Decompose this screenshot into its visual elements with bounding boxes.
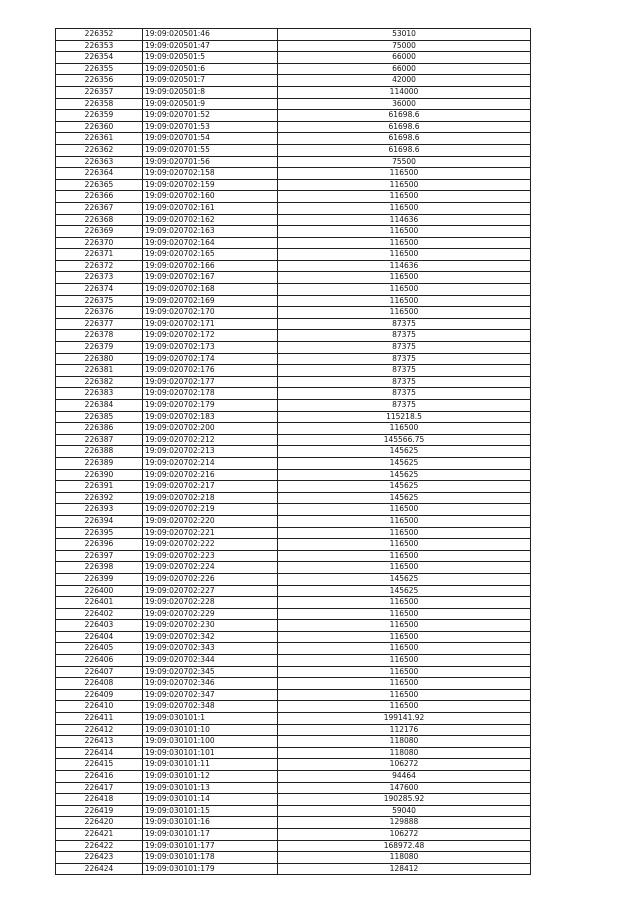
cadastral-number-cell: 19:09:020702:347: [143, 689, 278, 701]
row-id-cell: 226369: [56, 226, 143, 238]
table-row: [56, 527, 531, 539]
table-row: [56, 295, 531, 307]
cadastral-number-cell: 19:09:020702:226: [143, 573, 278, 585]
cadastral-number-cell: 19:09:020702:171: [143, 318, 278, 330]
row-id-cell: 226399: [56, 573, 143, 585]
value-cell: 87375: [278, 400, 531, 412]
row-id-cell: 226390: [56, 469, 143, 481]
row-id-cell: 226360: [56, 121, 143, 133]
row-id-cell: 226418: [56, 794, 143, 806]
table-row: [56, 852, 531, 864]
cadastral-number-cell: 19:09:020702:220: [143, 515, 278, 527]
table-row: [56, 863, 531, 875]
cadastral-number-cell: 19:09:020501:8: [143, 86, 278, 98]
cadastral-number-cell: 19:09:020702:218: [143, 492, 278, 504]
value-cell: 106272: [278, 759, 531, 771]
value-cell: 118080: [278, 736, 531, 748]
cadastral-number-cell: 19:09:020702:170: [143, 307, 278, 319]
table-row: [56, 179, 531, 191]
table-row: [56, 342, 531, 354]
value-cell: 116500: [278, 168, 531, 180]
table-row: [56, 156, 531, 168]
table-row: [56, 481, 531, 493]
cadastral-number-cell: 19:09:020501:6: [143, 63, 278, 75]
cadastral-number-cell: 19:09:020702:217: [143, 481, 278, 493]
table-row: [56, 724, 531, 736]
table-row: [56, 98, 531, 110]
cadastral-number-cell: 19:09:030101:11: [143, 759, 278, 771]
value-cell: 53010: [278, 29, 531, 41]
value-cell: 116500: [278, 272, 531, 284]
table-row: [56, 226, 531, 238]
value-cell: 87375: [278, 376, 531, 388]
value-cell: 116500: [278, 179, 531, 191]
table-row: [56, 63, 531, 75]
cadastral-number-cell: 19:09:020702:230: [143, 620, 278, 632]
table-row: [56, 376, 531, 388]
table-row: [56, 86, 531, 98]
table-row: [56, 573, 531, 585]
value-cell: 75000: [278, 40, 531, 52]
value-cell: 61698.6: [278, 144, 531, 156]
value-cell: 145625: [278, 469, 531, 481]
cadastral-number-cell: 19:09:020501:47: [143, 40, 278, 52]
table-row: [56, 202, 531, 214]
cadastral-number-cell: 19:09:020702:167: [143, 272, 278, 284]
value-cell: 66000: [278, 52, 531, 64]
row-id-cell: 226355: [56, 63, 143, 75]
value-cell: 145625: [278, 492, 531, 504]
cadastral-number-cell: 19:09:020702:216: [143, 469, 278, 481]
table-row: [56, 29, 531, 41]
value-cell: 87375: [278, 365, 531, 377]
table-row: [56, 469, 531, 481]
value-cell: 116500: [278, 504, 531, 516]
table-row: [56, 191, 531, 203]
table-row: [56, 840, 531, 852]
row-id-cell: 226358: [56, 98, 143, 110]
row-id-cell: 226386: [56, 423, 143, 435]
cadastral-number-cell: 19:09:030101:179: [143, 863, 278, 875]
table-row: [56, 388, 531, 400]
row-id-cell: 226395: [56, 527, 143, 539]
table-row: [56, 52, 531, 64]
cadastral-number-cell: 19:09:030101:15: [143, 805, 278, 817]
table-row: [56, 794, 531, 806]
table-row: [56, 318, 531, 330]
row-id-cell: 226378: [56, 330, 143, 342]
cadastral-number-cell: 19:09:020701:52: [143, 110, 278, 122]
table-row: [56, 539, 531, 551]
row-id-cell: 226416: [56, 771, 143, 783]
table-body: [56, 29, 531, 875]
row-id-cell: 226417: [56, 782, 143, 794]
cadastral-number-cell: 19:09:020702:343: [143, 643, 278, 655]
cadastral-number-cell: 19:09:020702:176: [143, 365, 278, 377]
table-row: [56, 655, 531, 667]
row-id-cell: 226381: [56, 365, 143, 377]
cadastral-number-cell: 19:09:020702:165: [143, 249, 278, 261]
row-id-cell: 226363: [56, 156, 143, 168]
cadastral-number-cell: 19:09:020702:158: [143, 168, 278, 180]
value-cell: 116500: [278, 631, 531, 643]
value-cell: 36000: [278, 98, 531, 110]
value-cell: 87375: [278, 342, 531, 354]
row-id-cell: 226401: [56, 597, 143, 609]
row-id-cell: 226413: [56, 736, 143, 748]
value-cell: 145625: [278, 446, 531, 458]
table-row: [56, 423, 531, 435]
row-id-cell: 226376: [56, 307, 143, 319]
value-cell: 66000: [278, 63, 531, 75]
row-id-cell: 226365: [56, 179, 143, 191]
value-cell: 118080: [278, 852, 531, 864]
table-row: [56, 782, 531, 794]
cadastral-number-cell: 19:09:020702:179: [143, 400, 278, 412]
row-id-cell: 226364: [56, 168, 143, 180]
value-cell: 61698.6: [278, 110, 531, 122]
table-row: [56, 133, 531, 145]
row-id-cell: 226407: [56, 666, 143, 678]
table-row: [56, 585, 531, 597]
cadastral-number-cell: 19:09:020702:227: [143, 585, 278, 597]
cadastral-number-cell: 19:09:020702:163: [143, 226, 278, 238]
row-id-cell: 226388: [56, 446, 143, 458]
row-id-cell: 226382: [56, 376, 143, 388]
row-id-cell: 226424: [56, 863, 143, 875]
table-row: [56, 620, 531, 632]
cadastral-number-cell: 19:09:020702:229: [143, 608, 278, 620]
table-row: [56, 353, 531, 365]
value-cell: 116500: [278, 202, 531, 214]
row-id-cell: 226410: [56, 701, 143, 713]
cadastral-number-cell: 19:09:030101:12: [143, 771, 278, 783]
cadastral-number-cell: 19:09:030101:100: [143, 736, 278, 748]
row-id-cell: 226373: [56, 272, 143, 284]
cadastral-number-cell: 19:09:020702:166: [143, 260, 278, 272]
value-cell: 116500: [278, 226, 531, 238]
cadastral-value-table: [55, 28, 531, 875]
row-id-cell: 226387: [56, 434, 143, 446]
row-id-cell: 226396: [56, 539, 143, 551]
table-row: [56, 214, 531, 226]
row-id-cell: 226379: [56, 342, 143, 354]
cadastral-number-cell: 19:09:020702:178: [143, 388, 278, 400]
value-cell: 116500: [278, 689, 531, 701]
cadastral-number-cell: 19:09:020702:222: [143, 539, 278, 551]
value-cell: 116500: [278, 307, 531, 319]
value-cell: 116500: [278, 191, 531, 203]
table-row: [56, 260, 531, 272]
cadastral-number-cell: 19:09:020501:46: [143, 29, 278, 41]
cadastral-number-cell: 19:09:020702:168: [143, 284, 278, 296]
row-id-cell: 226361: [56, 133, 143, 145]
row-id-cell: 226367: [56, 202, 143, 214]
cadastral-number-cell: 19:09:030101:178: [143, 852, 278, 864]
row-id-cell: 226392: [56, 492, 143, 504]
value-cell: 116500: [278, 701, 531, 713]
value-cell: 61698.6: [278, 133, 531, 145]
value-cell: 145625: [278, 481, 531, 493]
cadastral-number-cell: 19:09:020702:200: [143, 423, 278, 435]
cadastral-number-cell: 19:09:020702:214: [143, 457, 278, 469]
row-id-cell: 226375: [56, 295, 143, 307]
cadastral-number-cell: 19:09:030101:16: [143, 817, 278, 829]
row-id-cell: 226393: [56, 504, 143, 516]
row-id-cell: 226366: [56, 191, 143, 203]
value-cell: 147600: [278, 782, 531, 794]
table-row: [56, 307, 531, 319]
cadastral-number-cell: 19:09:020702:159: [143, 179, 278, 191]
table-row: [56, 736, 531, 748]
value-cell: 168972.48: [278, 840, 531, 852]
cadastral-number-cell: 19:09:020701:54: [143, 133, 278, 145]
row-id-cell: 226352: [56, 29, 143, 41]
cadastral-number-cell: 19:09:030101:1: [143, 713, 278, 725]
value-cell: 116500: [278, 620, 531, 632]
table-row: [56, 689, 531, 701]
table-row: [56, 411, 531, 423]
table-row: [56, 515, 531, 527]
row-id-cell: 226384: [56, 400, 143, 412]
cadastral-number-cell: 19:09:020501:7: [143, 75, 278, 87]
table-row: [56, 643, 531, 655]
row-id-cell: 226400: [56, 585, 143, 597]
row-id-cell: 226421: [56, 828, 143, 840]
cadastral-number-cell: 19:09:020702:346: [143, 678, 278, 690]
table-row: [56, 365, 531, 377]
table-row: [56, 562, 531, 574]
cadastral-number-cell: 19:09:020702:344: [143, 655, 278, 667]
row-id-cell: 226403: [56, 620, 143, 632]
value-cell: 128412: [278, 863, 531, 875]
row-id-cell: 226370: [56, 237, 143, 249]
value-cell: 87375: [278, 388, 531, 400]
table-row: [56, 817, 531, 829]
value-cell: 116500: [278, 655, 531, 667]
row-id-cell: 226354: [56, 52, 143, 64]
table-row: [56, 701, 531, 713]
table-row: [56, 608, 531, 620]
value-cell: 116500: [278, 678, 531, 690]
value-cell: 94464: [278, 771, 531, 783]
row-id-cell: 226362: [56, 144, 143, 156]
table-row: [56, 747, 531, 759]
row-id-cell: 226411: [56, 713, 143, 725]
row-id-cell: 226380: [56, 353, 143, 365]
table-row: [56, 249, 531, 261]
value-cell: 116500: [278, 550, 531, 562]
value-cell: 116500: [278, 608, 531, 620]
value-cell: 116500: [278, 539, 531, 551]
cadastral-number-cell: 19:09:020501:5: [143, 52, 278, 64]
table-row: [56, 272, 531, 284]
row-id-cell: 226368: [56, 214, 143, 226]
row-id-cell: 226406: [56, 655, 143, 667]
value-cell: 115218.5: [278, 411, 531, 423]
value-cell: 190285.92: [278, 794, 531, 806]
cadastral-number-cell: 19:09:020702:160: [143, 191, 278, 203]
value-cell: 87375: [278, 318, 531, 330]
cadastral-number-cell: 19:09:020702:212: [143, 434, 278, 446]
table-row: [56, 597, 531, 609]
table-row: [56, 504, 531, 516]
cadastral-number-cell: 19:09:020702:162: [143, 214, 278, 226]
value-cell: 116500: [278, 423, 531, 435]
value-cell: 116500: [278, 237, 531, 249]
row-id-cell: 226412: [56, 724, 143, 736]
value-cell: 129888: [278, 817, 531, 829]
value-cell: 116500: [278, 295, 531, 307]
value-cell: 116500: [278, 249, 531, 261]
table-row: [56, 457, 531, 469]
value-cell: 87375: [278, 330, 531, 342]
row-id-cell: 226385: [56, 411, 143, 423]
row-id-cell: 226397: [56, 550, 143, 562]
table-row: [56, 284, 531, 296]
table-row: [56, 492, 531, 504]
row-id-cell: 226402: [56, 608, 143, 620]
row-id-cell: 226414: [56, 747, 143, 759]
row-id-cell: 226371: [56, 249, 143, 261]
cadastral-number-cell: 19:09:030101:14: [143, 794, 278, 806]
cadastral-number-cell: 19:09:020702:228: [143, 597, 278, 609]
cadastral-number-cell: 19:09:030101:101: [143, 747, 278, 759]
cadastral-number-cell: 19:09:020702:161: [143, 202, 278, 214]
row-id-cell: 226409: [56, 689, 143, 701]
cadastral-number-cell: 19:09:020702:173: [143, 342, 278, 354]
row-id-cell: 226357: [56, 86, 143, 98]
value-cell: 116500: [278, 562, 531, 574]
cadastral-number-cell: 19:09:020702:345: [143, 666, 278, 678]
table-row: [56, 713, 531, 725]
value-cell: 145625: [278, 573, 531, 585]
cadastral-number-cell: 19:09:020701:56: [143, 156, 278, 168]
table-row: [56, 666, 531, 678]
table-row: [56, 446, 531, 458]
cadastral-number-cell: 19:09:020702:183: [143, 411, 278, 423]
table-row: [56, 759, 531, 771]
value-cell: 116500: [278, 515, 531, 527]
cadastral-number-cell: 19:09:020702:174: [143, 353, 278, 365]
cadastral-number-cell: 19:09:020701:53: [143, 121, 278, 133]
table-row: [56, 771, 531, 783]
table-row: [56, 40, 531, 52]
row-id-cell: 226391: [56, 481, 143, 493]
table-row: [56, 121, 531, 133]
row-id-cell: 226372: [56, 260, 143, 272]
cadastral-number-cell: 19:09:020702:342: [143, 631, 278, 643]
value-cell: 114000: [278, 86, 531, 98]
value-cell: 75500: [278, 156, 531, 168]
row-id-cell: 226383: [56, 388, 143, 400]
row-id-cell: 226394: [56, 515, 143, 527]
value-cell: 87375: [278, 353, 531, 365]
row-id-cell: 226353: [56, 40, 143, 52]
row-id-cell: 226389: [56, 457, 143, 469]
row-id-cell: 226398: [56, 562, 143, 574]
row-id-cell: 226420: [56, 817, 143, 829]
table-row: [56, 330, 531, 342]
row-id-cell: 226423: [56, 852, 143, 864]
cadastral-number-cell: 19:09:030101:13: [143, 782, 278, 794]
table-row: [56, 631, 531, 643]
table-row: [56, 110, 531, 122]
value-cell: 59040: [278, 805, 531, 817]
value-cell: 199141.92: [278, 713, 531, 725]
value-cell: 114636: [278, 214, 531, 226]
cadastral-number-cell: 19:09:020702:219: [143, 504, 278, 516]
table-row: [56, 678, 531, 690]
table-row: [56, 75, 531, 87]
cadastral-number-cell: 19:09:020702:223: [143, 550, 278, 562]
cadastral-number-cell: 19:09:020702:164: [143, 237, 278, 249]
row-id-cell: 226359: [56, 110, 143, 122]
table-row: [56, 400, 531, 412]
value-cell: 116500: [278, 597, 531, 609]
value-cell: 116500: [278, 643, 531, 655]
cadastral-number-cell: 19:09:030101:10: [143, 724, 278, 736]
cadastral-number-cell: 19:09:030101:177: [143, 840, 278, 852]
cadastral-number-cell: 19:09:030101:17: [143, 828, 278, 840]
table-row: [56, 144, 531, 156]
cadastral-number-cell: 19:09:020702:213: [143, 446, 278, 458]
row-id-cell: 226422: [56, 840, 143, 852]
value-cell: 116500: [278, 666, 531, 678]
row-id-cell: 226415: [56, 759, 143, 771]
cadastral-number-cell: 19:09:020702:172: [143, 330, 278, 342]
table-row: [56, 828, 531, 840]
value-cell: 112176: [278, 724, 531, 736]
value-cell: 61698.6: [278, 121, 531, 133]
table-row: [56, 168, 531, 180]
value-cell: 118080: [278, 747, 531, 759]
cadastral-number-cell: 19:09:020702:224: [143, 562, 278, 574]
value-cell: 116500: [278, 284, 531, 296]
cadastral-number-cell: 19:09:020702:221: [143, 527, 278, 539]
table-row: [56, 550, 531, 562]
cadastral-number-cell: 19:09:020702:348: [143, 701, 278, 713]
table-row: [56, 237, 531, 249]
row-id-cell: 226356: [56, 75, 143, 87]
table-row: [56, 434, 531, 446]
row-id-cell: 226408: [56, 678, 143, 690]
value-cell: 106272: [278, 828, 531, 840]
cadastral-number-cell: 19:09:020501:9: [143, 98, 278, 110]
cadastral-number-cell: 19:09:020702:177: [143, 376, 278, 388]
row-id-cell: 226374: [56, 284, 143, 296]
table-row: [56, 805, 531, 817]
value-cell: 42000: [278, 75, 531, 87]
row-id-cell: 226377: [56, 318, 143, 330]
cadastral-number-cell: 19:09:020702:169: [143, 295, 278, 307]
value-cell: 145625: [278, 585, 531, 597]
row-id-cell: 226419: [56, 805, 143, 817]
value-cell: 114636: [278, 260, 531, 272]
value-cell: 145566.75: [278, 434, 531, 446]
row-id-cell: 226405: [56, 643, 143, 655]
row-id-cell: 226404: [56, 631, 143, 643]
cadastral-number-cell: 19:09:020701:55: [143, 144, 278, 156]
value-cell: 116500: [278, 527, 531, 539]
value-cell: 145625: [278, 457, 531, 469]
